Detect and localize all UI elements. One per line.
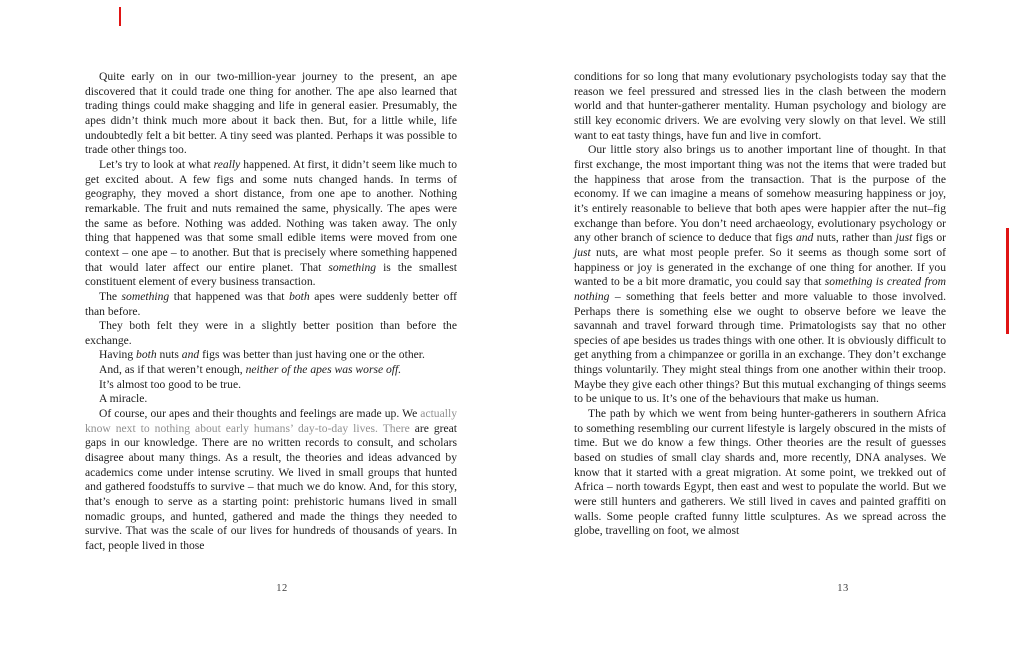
page-right-text [574, 70, 946, 539]
text-run: The [99, 289, 122, 303]
text-run: Let’s try to look at what [99, 157, 214, 171]
text-run: It’s almost too good to be true. [99, 377, 242, 391]
text-run: figs or [912, 231, 946, 245]
red-line-right-edge-mark [1006, 228, 1009, 334]
paragraph [574, 70, 946, 143]
text-run: happened. At first, it didn’t seem like much to get excited about. A few figs and some nuts changed hands. In terms of geography, they moved a short distance, from one ape to another. Nothing remarkable. The fruit and nuts remained the same, physically. The apes were the same as before. Nothing was added. Nothing was taken away. The only thing that happened was that some small edible items were moved from one context – one ape – to another. But that is precisely where something happened that would later affect our entire planet. That [85, 157, 458, 274]
text-run: nuts, rather than [813, 231, 896, 245]
text-run: And, as if that weren’t enough, [99, 363, 246, 377]
text-run: conditions for so long that many evolutionary psychologists today say that the reason we feel pressured and stressed lies in the clash between the modern world and that hunter-gatherer mentality. Human psychology and biology are still key economic drivers. We are evolving very slowly on that level. We still want to eat tasty things, have fun and live in comfort. [574, 70, 946, 142]
italic-text-run: just [895, 231, 913, 245]
text-run: nuts, are what most people prefer. So it seems as though some sort of happiness or joy is generated in the exchange of one thing for another. If you wanted to be a bit more dramatic, you could say that [574, 245, 946, 289]
italic-text-run: both [136, 348, 157, 362]
italic-text-run: and [795, 231, 814, 245]
paragraph [85, 70, 457, 158]
page-number-left: 12 [276, 583, 288, 594]
paragraph [574, 143, 946, 407]
text-run: that happened was that [169, 289, 290, 303]
paragraph [85, 290, 457, 319]
italic-text-run: really [213, 157, 241, 171]
text-run: Our little story also brings us to another important line of thought. In that first exchange, the most important thing was not the items that were traded but the happiness that arose from the transaction. That is the purpose of the economy. If we can imagine a means of somehow measuring happiness or joy, it’s entirely reasonable to believe that both apes were happier after the nut–fig exchange than before. You don’t need archaeology, evolutionary psychology or any other branch of science to deduce that figs [574, 143, 946, 245]
paragraph [85, 348, 457, 363]
italic-text-run: and [181, 348, 200, 362]
paragraph [85, 363, 457, 378]
page-left-text [85, 70, 457, 554]
paragraph [574, 407, 946, 539]
text-run: They both felt they were in a slightly better position than before the exchange. [85, 319, 457, 347]
text-run: A miracle. [99, 392, 148, 406]
text-run: The path by which we went from being hunter-gatherers in southern Africa to something resembling our current lifestyle is largely obscured in the mists of time. But we do know a few things. Other theories are the result of guesses based on studies of small clay shards and, more recently, DNA analyses. We know that it started with a great migration. At some point, we trekked out of Africa – north towards Egypt, then east and west to populate the world. But we were still hunters and gatherers. We still lived in caves and painted graffiti on walls. Some people crafted funny little sculptures. As we spread across the globe, travelling on foot, we almost [574, 407, 946, 538]
paragraph [85, 378, 457, 393]
text-run: is the smallest constituent element of every business transaction. [85, 260, 457, 289]
paragraph [85, 407, 457, 554]
paragraph [85, 158, 457, 290]
italic-text-run: something is created from nothing [574, 275, 946, 303]
italic-text-run: both [289, 289, 310, 303]
italic-text-run: neither of the apes was worse off. [245, 363, 402, 377]
page-left [85, 70, 457, 554]
italic-text-run: something [328, 260, 377, 274]
text-run: Of course, our apes and their thoughts and feelings are made up. We [99, 407, 421, 421]
page-number-right: 13 [837, 583, 849, 594]
page-right [574, 70, 946, 539]
italic-text-run: something [121, 289, 170, 303]
paragraph [85, 392, 457, 407]
text-run: are great gaps in our knowledge. There are no written records to consult, and scholars disagree about many things. As a result, the theories and ideas advanced by academics come under intense scrutiny. We lived in small groups that hunted and gathered foodstuffs to survive – that much we do know. And, for this story, that’s enough to serve as a starting point: prehistoric humans lived in small nomadic groups, and hunted, gathered and made the things they needed to survive. That was the scale of our lives for hundreds of thousands of years. In fact, people lived in those [85, 421, 457, 552]
text-run: – something that feels better and more valuable to those involved. Perhaps there is something else we ought to observe before we leave the savannah and travel forward through time. Primatologists say that no other species of ape besides us trades things with one other. It is obviously difficult to get anything from a chimpanzee or gorilla in an exchange. They don’t exchange things voluntarily. They might steal things from one another within their troop. Maybe they give each other things? But this mutual exchanging of things seems to be unique to us. It’s one of the behaviours that make us human. [574, 289, 946, 406]
text-run: actually know next to nothing about early humans’ day-to-day lives. There [85, 407, 457, 435]
text-run: apes were suddenly better off than before. [85, 289, 457, 318]
text-run: nuts [156, 348, 182, 362]
paragraph [85, 319, 457, 348]
red-tick-top-left-mark [119, 7, 121, 26]
italic-text-run: just [574, 245, 591, 259]
text-run: figs was better than just having one or the other. [199, 348, 425, 362]
text-run: Quite early on in our two-million-year journey to the present, an ape discovered that it could trade one thing for another. The ape also learned that trading things could make shagging and life in general easier. Presumably, the apes didn’t think much more about it back then. But, for a little while, life undoubtedly felt a bit better. A tiny seed was planted. Perhaps it was possible to trade other things too. [85, 70, 457, 157]
text-run: Having [99, 348, 137, 362]
